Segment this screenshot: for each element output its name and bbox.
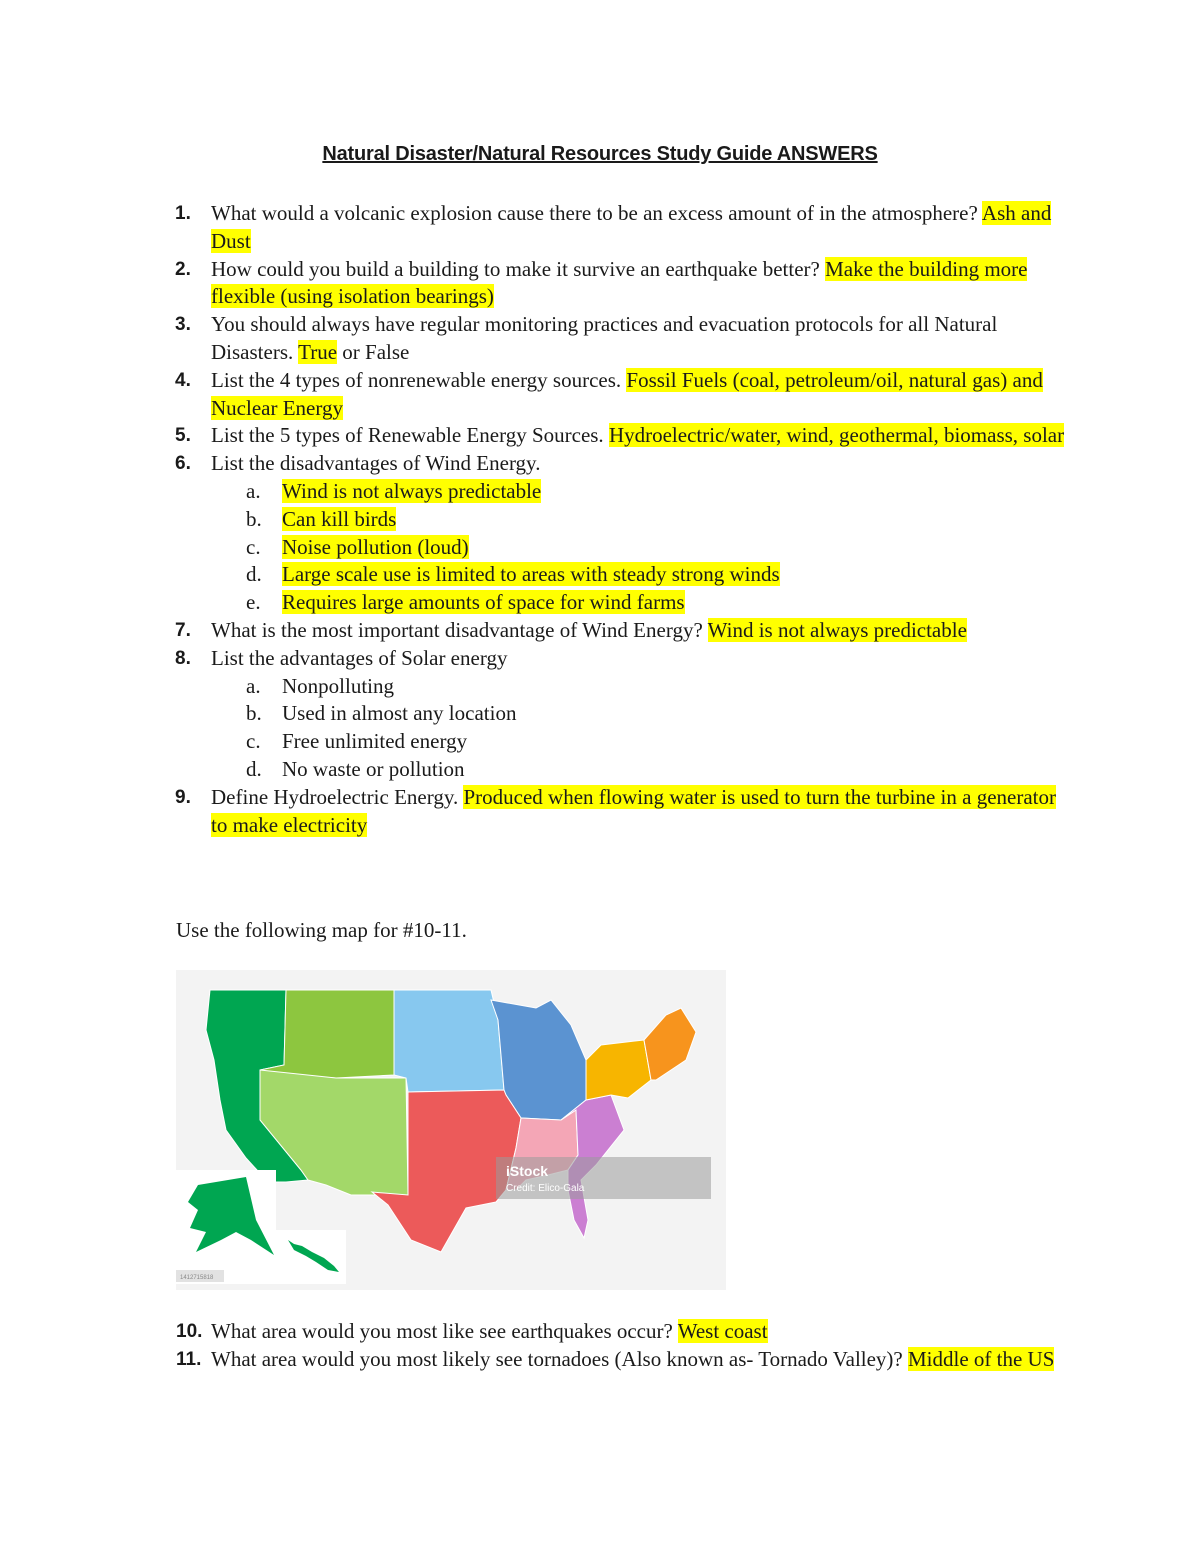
question-11	[170, 1346, 1070, 1374]
map-question-list	[170, 1318, 1070, 1374]
sub-item	[170, 506, 1070, 534]
sub-letter: d.	[246, 562, 262, 587]
sub-answer: Noise pollution (loud)	[282, 534, 469, 559]
sub-item	[170, 673, 1070, 701]
map-corner-tag: 1412715818	[180, 1275, 214, 1281]
question-9	[170, 784, 1070, 840]
answer-highlight: Produced when flowing water is used to turn the turbine in a generator to make electricity	[211, 784, 1056, 837]
question-7	[170, 617, 1070, 645]
question-4	[170, 367, 1070, 423]
question-text: What would a volcanic explosion cause there to be an excess amount of in the atmosphere?	[211, 201, 978, 225]
us-regions-map	[176, 970, 726, 1290]
sub-item	[170, 534, 1070, 562]
sub-answer: Can kill birds	[282, 506, 397, 531]
question-text: List the 4 types of nonrenewable energy sources.	[211, 367, 622, 392]
question-number: 5.	[175, 425, 191, 447]
answer-highlight: West coast	[677, 1319, 768, 1343]
map-intro: Use the following map for #10-11.	[176, 918, 467, 942]
question-1	[170, 200, 1070, 256]
sub-item	[170, 561, 1070, 589]
sub-answer: Requires large amounts of space for wind farms	[282, 590, 685, 615]
answer-highlight: Hydroelectric/water, wind, geothermal, biomass, solar	[608, 423, 1065, 448]
map-credit: Credit: Elico-Gala	[506, 1183, 585, 1194]
sub-letter: a.	[246, 673, 261, 698]
question-text: Define Hydroelectric Energy.	[211, 784, 459, 809]
question-text: You should always have regular monitoring practices and evacuation protocols for all Natural Disasters.	[211, 312, 998, 364]
answer-highlight: Fossil Fuels (coal, petroleum/oil, natural gas) and Nuclear Energy	[211, 367, 1043, 420]
question-number: 6.	[175, 453, 191, 475]
question-number: 10.	[176, 1321, 203, 1342]
sub-answer: Nonpolluting	[282, 673, 395, 698]
question-list	[170, 200, 1070, 839]
sub-letter: c.	[246, 534, 261, 559]
sub-answer: Large scale use is limited to areas with steady strong winds	[282, 562, 780, 587]
map-watermark: iStock	[506, 1163, 549, 1179]
sub-answer: Used in almost any location	[282, 701, 517, 726]
question-text: List the 5 types of Renewable Energy Sources.	[211, 423, 604, 448]
question-text: List the advantages of Solar energy	[211, 645, 508, 670]
question-number: 11.	[176, 1348, 202, 1370]
question-number: 1.	[175, 203, 191, 224]
sub-letter: c.	[246, 729, 261, 754]
question-text: What is the most important disadvantage of Wind Energy?	[211, 617, 703, 642]
question-10	[170, 1318, 1070, 1346]
sub-item	[170, 589, 1070, 617]
question-number: 4.	[175, 369, 191, 391]
question-3	[170, 311, 1070, 367]
question-number: 2.	[175, 258, 191, 280]
sub-letter: e.	[246, 590, 261, 615]
question-5	[170, 422, 1070, 450]
page-title: Natural Disaster/Natural Resources Study Guide ANSWERS	[322, 143, 878, 165]
sub-letter: b.	[246, 701, 262, 726]
question-number: 8.	[175, 647, 191, 669]
answer-highlight: Make the building more flexible (using isolation bearings)	[211, 256, 1028, 309]
map-graphic	[176, 970, 726, 1290]
question-number: 3.	[175, 314, 191, 336]
answer-highlight: Wind is not always predictable	[707, 617, 967, 642]
question-8	[170, 645, 1070, 673]
sub-letter: a.	[246, 478, 261, 503]
sub-answer: No waste or pollution	[282, 756, 465, 781]
sub-answer: Wind is not always predictable	[282, 478, 542, 503]
sub-item	[170, 728, 1070, 756]
question-text: List the disadvantages of Wind Energy.	[211, 451, 541, 476]
sub-answer: Free unlimited energy	[282, 729, 468, 754]
question-text: What area would you most like see earthquakes occur?	[211, 1319, 673, 1343]
question-text: What area would you most likely see tornadoes (Also known as- Tornado Valley)?	[211, 1346, 903, 1371]
question-number: 9.	[175, 786, 191, 808]
sub-letter: b.	[246, 506, 262, 531]
question-text: How could you build a building to make it survive an earthquake better?	[211, 256, 820, 281]
answer-highlight: Middle of the US	[908, 1346, 1055, 1371]
map-region-northern-plains	[394, 990, 504, 1092]
question-number: 7.	[175, 619, 191, 641]
answer-highlight: Ash and Dust	[211, 201, 1052, 253]
answer-highlight: True	[298, 339, 338, 364]
question-6	[170, 450, 1070, 478]
question-2	[170, 256, 1070, 312]
sub-item	[170, 700, 1070, 728]
sub-letter: d.	[246, 756, 262, 781]
answer-trailing-text: or False	[342, 339, 410, 364]
sub-item	[170, 756, 1070, 784]
sub-item	[170, 478, 1070, 506]
